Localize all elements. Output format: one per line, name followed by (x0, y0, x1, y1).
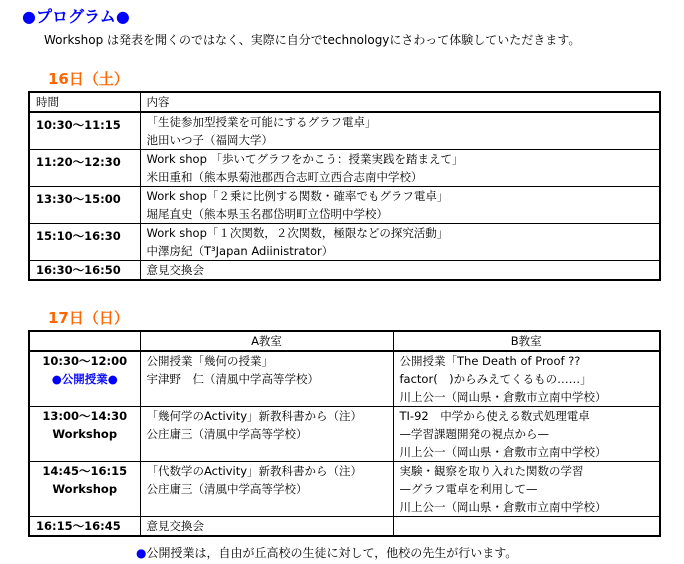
header-time (29, 331, 140, 351)
time-cell: 11:20〜12:30 (29, 150, 140, 187)
session-title: 「生徒参加型授業を可能にするグラフ電卓」 (146, 115, 377, 129)
time-cell (29, 407, 140, 462)
room-b-cell (393, 407, 660, 462)
program-title: プログラム (35, 7, 116, 26)
room-b-cell (393, 351, 660, 407)
day1-schedule-table (28, 91, 661, 281)
day2-schedule-table (28, 330, 661, 537)
session-title: 公開授業「幾何の授業」 (146, 354, 273, 368)
session-subtitle: —学習課題開発の視点から— (399, 427, 549, 441)
session-title: 実験・観察を取り入れた関数の学習 (399, 464, 584, 478)
session-speaker: 中澤房紀（T³Japan Adiinistrator） (146, 244, 334, 258)
header-time: 時間 (29, 92, 140, 112)
session-speaker: 堀尾直史（熊本県玉名郡岱明町立岱明中学校） (146, 207, 388, 221)
time-cell (29, 351, 140, 407)
session-speaker: 川上公一（岡山県・倉敷市立南中学校） (399, 445, 607, 459)
footer-text: 公開授業は，自由が丘高校の生徒に対して，他校の先生が行います。 (146, 546, 518, 560)
content-cell (140, 224, 660, 261)
session-title: Work shop 「歩いてグラフをかこう：授業実践を踏まえて」 (146, 152, 464, 166)
session-time: 13:00〜14:30 (42, 409, 128, 423)
session-speaker: 公庄庸三（清風中学高等学校） (146, 482, 308, 496)
session-title: TI-92 中学から使える数式処理電卓 (399, 409, 590, 423)
header-room-a: A教室 (140, 331, 393, 351)
session-speaker: 米田重和（熊本県菊池郡西合志町立西合志南中学校） (146, 170, 423, 184)
time-cell: 16:30〜16:50 (29, 261, 140, 281)
table-row (29, 351, 660, 407)
table-row (29, 462, 660, 517)
table-row (29, 112, 660, 150)
program-heading (22, 4, 130, 27)
footer-note (136, 544, 517, 561)
session-time: 14:45〜16:15 (42, 464, 128, 478)
session-type: Workshop (52, 482, 118, 496)
session-time: 10:30〜12:00 (42, 354, 128, 368)
session-speaker: 川上公一（岡山県・倉敷市立南中学校） (399, 500, 607, 514)
time-cell: 13:30〜15:00 (29, 187, 140, 224)
session-subtitle: factor( )からみえてくるもの……」 (399, 372, 592, 386)
room-a-cell (140, 351, 393, 407)
session-title: 意見交換会 (146, 263, 204, 277)
table-header-row (29, 92, 660, 112)
session-speaker: 公庄庸三（清風中学高等学校） (146, 427, 308, 441)
session-type: Workshop (52, 427, 118, 441)
session-title: 「代数学のActivity」新教科書から（注） (146, 464, 363, 478)
session-title: 「幾何学のActivity」新教科書から（注） (146, 409, 363, 423)
table-row (29, 224, 660, 261)
session-type (36, 370, 134, 388)
bullet-icon: ● (115, 7, 130, 26)
program-intro: Workshop は発表を聞くのではなく、実際に自分でtechnologyにさわって体験していただきます。 (44, 33, 581, 47)
content-cell (140, 187, 660, 224)
session-type-label: 公開授業 (61, 372, 108, 386)
bullet-icon: ● (107, 372, 118, 386)
bullet-icon: ● (136, 546, 147, 560)
session-speaker: 池田いつ子（福岡大学） (146, 133, 273, 147)
session-speaker: 川上公一（岡山県・倉敷市立南中学校） (399, 390, 607, 404)
day2-date: 17日（日） (48, 309, 129, 327)
table-row (29, 261, 660, 281)
day1-date: 16日（土） (48, 70, 129, 88)
room-a-cell (140, 462, 393, 517)
content-cell (140, 112, 660, 150)
time-cell: 16:15〜16:45 (29, 517, 140, 537)
table-row (29, 187, 660, 224)
room-b-cell (393, 462, 660, 517)
session-title: Work shop「１次関数，２次関数，極限などの探究活動」 (146, 226, 449, 240)
session-title: 公開授業「The Death of Proof ?? (399, 354, 581, 368)
time-cell: 10:30〜11:15 (29, 112, 140, 150)
time-cell: 15:10〜16:30 (29, 224, 140, 261)
table-row (29, 517, 660, 537)
session-subtitle: —グラフ電卓を利用して— (399, 482, 538, 496)
table-header-row (29, 331, 660, 351)
header-content: 内容 (140, 92, 660, 112)
bullet-icon: ● (51, 372, 62, 386)
session-speaker: 宇津野 仁（清風中学高等学校） (146, 372, 319, 386)
header-room-b: B教室 (393, 331, 660, 351)
time-cell (29, 462, 140, 517)
content-cell (140, 261, 660, 281)
session-title: Work shop「２乗に比例する関数・確率でもグラフ電卓」 (146, 189, 449, 203)
room-a-cell (140, 407, 393, 462)
room-a-cell: 意見交換会 (140, 517, 393, 537)
room-b-cell (393, 517, 660, 537)
content-cell (140, 150, 660, 187)
bullet-icon: ● (22, 7, 36, 26)
table-row (29, 407, 660, 462)
table-row (29, 150, 660, 187)
